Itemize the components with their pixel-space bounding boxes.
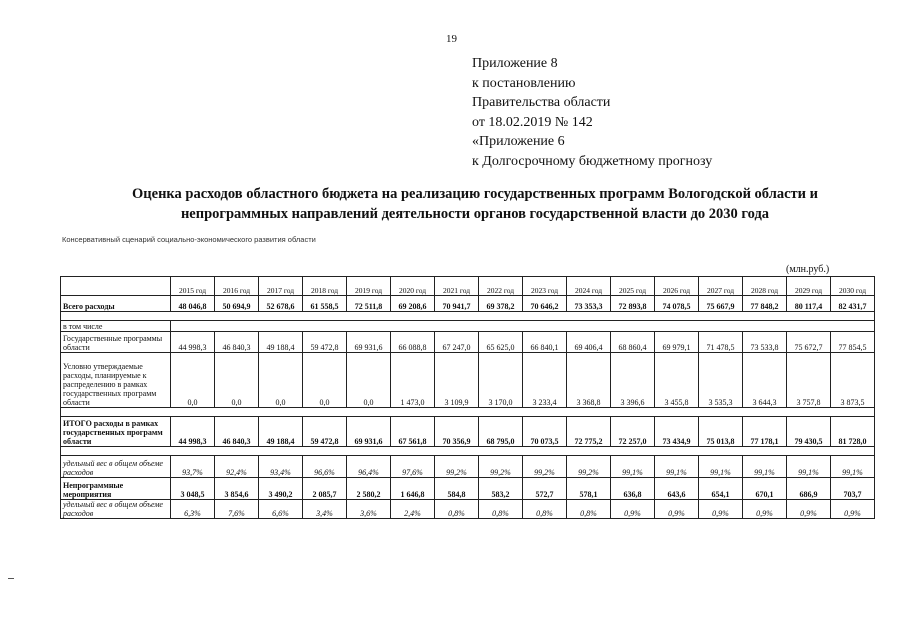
table-cell: 81 728,0: [831, 417, 875, 447]
table-cell: 72 893,8: [611, 296, 655, 312]
table-cell: 99,1%: [699, 456, 743, 478]
table-cell: 46 840,3: [215, 332, 259, 353]
table-cell: 2018 год: [303, 277, 347, 296]
table-cell: 70 073,5: [523, 417, 567, 447]
incl-label: в том числе: [61, 321, 171, 332]
table-cell: 93,4%: [259, 456, 303, 478]
table-cell: 99,1%: [787, 456, 831, 478]
table-cell: 3 455,8: [655, 353, 699, 408]
table-cell: 70 941,7: [435, 296, 479, 312]
row-label: [61, 277, 171, 296]
table-cell: 99,1%: [611, 456, 655, 478]
table-cell: 643,6: [655, 478, 699, 500]
table-cell: 75 672,7: [787, 332, 831, 353]
row-label: Условно утверждаемые расходы, планируемые к распределению в рамках государственных программ области: [61, 353, 171, 408]
row-label: ИТОГО расходы в рамках государственных программ области: [61, 417, 171, 447]
table-header-row: [61, 277, 875, 296]
table-cell: 72 511,8: [347, 296, 391, 312]
table-cell: 69 931,6: [347, 332, 391, 353]
table-cell: 2026 год: [655, 277, 699, 296]
row-label: Непрограммные мероприятия: [61, 478, 171, 500]
scenario-caption: Консервативный сценарий социально-экономического развития области: [62, 235, 316, 244]
table-cell: 69 979,1: [655, 332, 699, 353]
table-cell: 72 257,0: [611, 417, 655, 447]
table-cell: 93,7%: [171, 456, 215, 478]
table-cell: 3 757,8: [787, 353, 831, 408]
table-cell: 44 998,3: [171, 332, 215, 353]
table-cell: 73 353,3: [567, 296, 611, 312]
table-cell: 66 088,8: [391, 332, 435, 353]
row-label: удельный вес в общем объеме расходов: [61, 456, 171, 478]
table-cell: 46 840,3: [215, 417, 259, 447]
table-cell: 0,0: [171, 353, 215, 408]
table-cell: 2024 год: [567, 277, 611, 296]
units-label: (млн.руб.): [786, 264, 830, 275]
appendix-line: к Долгосрочному бюджетному прогнозу: [472, 153, 713, 169]
table-cell: 70 356,9: [435, 417, 479, 447]
table-cell: 0,8%: [435, 500, 479, 519]
table-cell: 2020 год: [391, 277, 435, 296]
table-spacer-row: [61, 312, 875, 321]
document-title: [60, 184, 890, 224]
table-cell: 584,8: [435, 478, 479, 500]
table-cell: 77 854,5: [831, 332, 875, 353]
table-cell: 3 368,8: [567, 353, 611, 408]
table-cell: 99,1%: [831, 456, 875, 478]
table-row-total: [61, 296, 875, 312]
table-cell: 2 580,2: [347, 478, 391, 500]
table-cell: 73 434,9: [655, 417, 699, 447]
table-cell: 79 430,5: [787, 417, 831, 447]
title-line-1: Оценка расходов областного бюджета на реализацию государственных программ Вологодской области и: [132, 186, 818, 202]
table-cell: 3 490,2: [259, 478, 303, 500]
table-cell: 92,4%: [215, 456, 259, 478]
appendix-line: от 18.02.2019 № 142: [472, 114, 593, 130]
table-cell: 0,9%: [743, 500, 787, 519]
table-cell: 3 233,4: [523, 353, 567, 408]
table-cell: 1 473,0: [391, 353, 435, 408]
table-cell: 0,9%: [831, 500, 875, 519]
table-cell: 69 931,6: [347, 417, 391, 447]
table-cell: 2,4%: [391, 500, 435, 519]
budget-table: [60, 276, 875, 519]
row-label: Государственные программы области: [61, 332, 171, 353]
table-cell: 3 644,3: [743, 353, 787, 408]
appendix-line: «Приложение 6: [472, 134, 565, 149]
table-cell: 6,3%: [171, 500, 215, 519]
table-cell: 2019 год: [347, 277, 391, 296]
table-cell: 48 046,8: [171, 296, 215, 312]
table-cell: 2016 год: [215, 277, 259, 296]
table-cell: 59 472,8: [303, 417, 347, 447]
table-cell: 583,2: [479, 478, 523, 500]
table-cell: 578,1: [567, 478, 611, 500]
appendix-line: к постановлению: [472, 75, 576, 91]
table-cell: 82 431,7: [831, 296, 875, 312]
table-cell: 67 561,8: [391, 417, 435, 447]
table-cell: 636,8: [611, 478, 655, 500]
table-cell: 670,1: [743, 478, 787, 500]
table-cell: 1 646,8: [391, 478, 435, 500]
row-label: удельный вес в общем объеме расходов: [61, 500, 171, 519]
table-cell: 72 775,2: [567, 417, 611, 447]
table-cell: 59 472,8: [303, 332, 347, 353]
table-cell: 2027 год: [699, 277, 743, 296]
table-cell: 77 178,1: [743, 417, 787, 447]
table-cell: 2021 год: [435, 277, 479, 296]
table-cell: 3 109,9: [435, 353, 479, 408]
table-cell: 44 998,3: [171, 417, 215, 447]
table-cell: 70 646,2: [523, 296, 567, 312]
table-cell: 71 478,5: [699, 332, 743, 353]
table-cell: 572,7: [523, 478, 567, 500]
table-cell: 0,9%: [655, 500, 699, 519]
table-cell: 49 188,4: [259, 417, 303, 447]
table-cell: 3 535,3: [699, 353, 743, 408]
table-row-itogo: [61, 417, 875, 447]
table-cell: 80 117,4: [787, 296, 831, 312]
table-cell: 0,0: [347, 353, 391, 408]
table-cell: 99,1%: [743, 456, 787, 478]
table-cell: 3 170,0: [479, 353, 523, 408]
title-line-2: непрограммных направлений деятельности органов государственной власти до 2030 года: [180, 206, 770, 222]
table-cell: 0,0: [303, 353, 347, 408]
table-cell: 0,9%: [611, 500, 655, 519]
table-cell: 61 558,5: [303, 296, 347, 312]
table-cell: 686,9: [787, 478, 831, 500]
page-number: 19: [446, 33, 457, 45]
table-cell: 50 694,9: [215, 296, 259, 312]
table-cell: 0,0: [215, 353, 259, 408]
table-cell: 0,8%: [523, 500, 567, 519]
table-cell: 0,8%: [479, 500, 523, 519]
appendix-line: Приложение 8: [472, 56, 558, 71]
table-cell: 7,6%: [215, 500, 259, 519]
table-cell: 3 873,5: [831, 353, 875, 408]
table-cell: 2025 год: [611, 277, 655, 296]
table-row-nonprog: [61, 478, 875, 500]
table-cell: 67 247,0: [435, 332, 479, 353]
table-cell: 2 085,7: [303, 478, 347, 500]
table-row-gov-programs: [61, 332, 875, 353]
table-cell: 68 860,4: [611, 332, 655, 353]
scan-mark: [8, 578, 14, 579]
table-cell: 68 795,0: [479, 417, 523, 447]
table-cell: 3 396,6: [611, 353, 655, 408]
row-label: Всего расходы: [61, 296, 171, 312]
table-row-nonprog-share: [61, 500, 875, 519]
table-cell: 0,9%: [787, 500, 831, 519]
table-cell: 66 840,1: [523, 332, 567, 353]
table-spacer-row: [61, 408, 875, 417]
table-cell: 96,6%: [303, 456, 347, 478]
table-cell: 3 854,6: [215, 478, 259, 500]
table-cell: 2022 год: [479, 277, 523, 296]
table-cell: 69 378,2: [479, 296, 523, 312]
table-cell: 3 048,5: [171, 478, 215, 500]
table-cell: 77 848,2: [743, 296, 787, 312]
appendix-block: [472, 54, 712, 171]
table-cell: 99,2%: [567, 456, 611, 478]
table-cell: 3,6%: [347, 500, 391, 519]
table-cell: 0,8%: [567, 500, 611, 519]
table-cell: 3,4%: [303, 500, 347, 519]
table-cell: 99,2%: [479, 456, 523, 478]
table-cell: 97,6%: [391, 456, 435, 478]
table-cell: 99,2%: [435, 456, 479, 478]
appendix-line: Правительства области: [472, 95, 611, 110]
table-row-conditional: [61, 353, 875, 408]
table-cell: 99,1%: [655, 456, 699, 478]
table-cell: 74 078,5: [655, 296, 699, 312]
table-row-incl: [61, 321, 875, 332]
table-cell: 6,6%: [259, 500, 303, 519]
table-cell: 69 406,4: [567, 332, 611, 353]
table-cell: 52 678,6: [259, 296, 303, 312]
table-row-itogo-share: [61, 456, 875, 478]
table-cell: 65 625,0: [479, 332, 523, 353]
table-cell: 2028 год: [743, 277, 787, 296]
table-cell: 2029 год: [787, 277, 831, 296]
table-cell: 2030 год: [831, 277, 875, 296]
table-cell: 2015 год: [171, 277, 215, 296]
table-cell: 73 533,8: [743, 332, 787, 353]
table-cell: 69 208,6: [391, 296, 435, 312]
table-cell: 75 013,8: [699, 417, 743, 447]
table-cell: 75 667,9: [699, 296, 743, 312]
table-cell: 2017 год: [259, 277, 303, 296]
table-cell: 0,9%: [699, 500, 743, 519]
table-cell: 703,7: [831, 478, 875, 500]
table-cell: 2023 год: [523, 277, 567, 296]
table-cell: 96,4%: [347, 456, 391, 478]
table-cell: 654,1: [699, 478, 743, 500]
table-cell: 49 188,4: [259, 332, 303, 353]
table-cell: 99,2%: [523, 456, 567, 478]
table-cell: 0,0: [259, 353, 303, 408]
table-spacer-row: [61, 447, 875, 456]
